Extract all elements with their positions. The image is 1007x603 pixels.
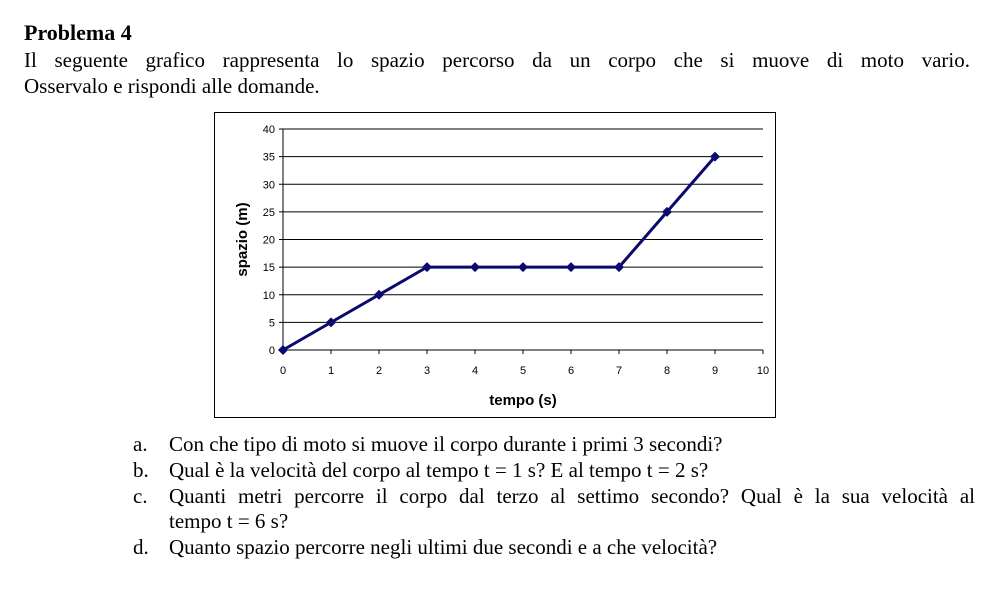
- data-point-marker: [470, 262, 480, 272]
- chart-svg: [215, 113, 775, 417]
- x-tick-label: 4: [471, 365, 479, 377]
- y-tick-label: 40: [262, 124, 275, 136]
- question-c: [133, 484, 975, 534]
- question-text: Quanti metri percorre il corpo dal terzo al settimo secondo? Qual è la sua velocità al: [169, 484, 975, 508]
- x-tick-label: 3: [423, 365, 431, 377]
- x-axis-label: tempo (s): [489, 392, 557, 409]
- problem-intro: [24, 47, 970, 99]
- intro-line-1: Il seguente grafico rappresenta lo spazio percorso da un corpo che si muove di moto vario.: [24, 48, 970, 72]
- x-tick-label: 0: [279, 365, 287, 377]
- y-tick-label: 35: [262, 151, 275, 164]
- x-tick-label: 2: [375, 365, 383, 377]
- question-text: Qual è la velocità del corpo al tempo t = 1 s? E al tempo t = 2 s?: [169, 458, 709, 482]
- intro-line-2: Osservalo e rispondi alle domande.: [24, 74, 320, 98]
- y-tick-label: 15: [262, 262, 275, 275]
- x-tick-label: 10: [756, 365, 770, 377]
- questions-list: [133, 432, 975, 561]
- y-tick-label: 20: [262, 234, 275, 247]
- y-axis-label: spazio (m): [234, 202, 251, 277]
- x-tick-label: 7: [615, 365, 623, 377]
- y-tick-label: 10: [262, 289, 275, 302]
- question-text-continuation: tempo t = 6 s?: [169, 509, 289, 533]
- question-text: Quanto spazio percorre negli ultimi due secondi e a che velocità?: [169, 535, 718, 559]
- y-tick-label: 5: [268, 317, 275, 330]
- series-line: [283, 157, 715, 350]
- question-letter: d.: [133, 535, 149, 559]
- data-point-marker: [566, 262, 576, 272]
- question-letter: b.: [133, 458, 149, 482]
- x-tick-label: 9: [711, 365, 719, 377]
- question-letter: c.: [133, 484, 148, 508]
- x-tick-label: 8: [663, 365, 671, 377]
- question-b: [133, 458, 975, 483]
- data-point-marker: [518, 262, 528, 272]
- x-tick-label: 5: [519, 365, 527, 377]
- question-letter: a.: [133, 432, 148, 456]
- question-text: Con che tipo di moto si muove il corpo durante i primi 3 secondi?: [169, 432, 723, 456]
- y-tick-label: 0: [268, 345, 275, 357]
- question-a: [133, 432, 975, 457]
- problem-title: Problema 4: [24, 20, 132, 45]
- x-tick-label: 6: [567, 365, 575, 377]
- y-tick-label: 25: [262, 206, 275, 219]
- y-tick-label: 30: [262, 179, 275, 192]
- space-time-chart: [214, 112, 776, 418]
- x-tick-label: 1: [327, 365, 335, 377]
- question-d: [133, 535, 975, 560]
